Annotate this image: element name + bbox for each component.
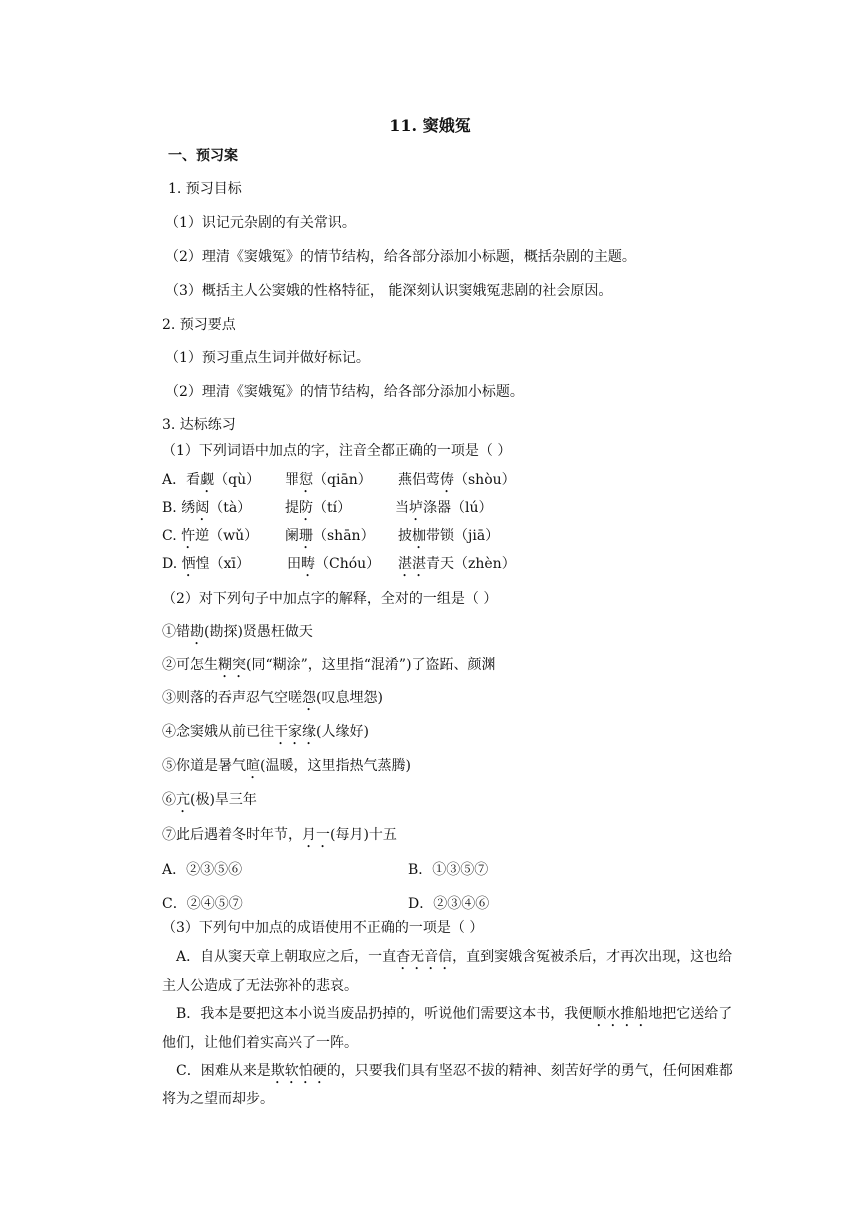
q2-option-a: A．②③⑤⑥	[162, 862, 243, 878]
q1-option-c	[162, 526, 258, 552]
q1-option-a-3	[398, 470, 516, 496]
text: 罪	[285, 472, 299, 488]
page-title: 11. 窦娥冤	[389, 116, 471, 135]
q1-option-c-3	[398, 526, 499, 552]
q3-option-b-line1	[176, 1004, 732, 1030]
text: 当	[395, 500, 409, 516]
text: B．我本是要把这本小说当废品扔掉的，听说他们需要这本书，我便	[176, 1006, 593, 1022]
text: 的，只要我们具有坚忍不拔的精神、刻苦好学的勇气，任何困难都	[326, 1063, 733, 1079]
question-2-stem: （2）对下列句子中加点字的解释，全对的一组是（ ）	[162, 591, 498, 607]
text: 提	[285, 500, 299, 516]
text: （tí）	[313, 500, 352, 516]
q2-item-7	[162, 825, 397, 851]
text: 燕侣莺	[398, 472, 440, 488]
text: 阑	[285, 528, 299, 544]
q1-option-d-2	[287, 554, 380, 580]
dotted-char: 湛	[412, 556, 426, 572]
q2-item-4	[162, 722, 369, 748]
goals-heading: 1. 预习目标	[168, 181, 242, 197]
goal-1: （1）识记元杂剧的有关常识。	[165, 215, 356, 231]
text: （tà）	[209, 500, 252, 516]
dotted-char: 忤	[181, 528, 196, 544]
q1-option-b-2	[285, 498, 351, 524]
goal-3: （3）概括主人公窦娥的性格特征， 能深刻认识窦娥冤悲剧的社会原因。	[165, 283, 613, 299]
text: ②可怎生	[162, 657, 218, 673]
dotted-char: 觑	[200, 472, 215, 488]
q1-option-a	[162, 470, 260, 496]
text: （Chóu）	[315, 556, 381, 572]
text: ，直到窦娥含冤被杀后，才再次出现，这也给	[452, 949, 733, 965]
point-2: （2）理清《窦娥冤》的情节结构，给各部分添加小标题。	[165, 384, 524, 400]
dotted-char: 枷	[412, 528, 426, 544]
text: C．困难从来是	[176, 1063, 271, 1079]
q1-option-a-2	[285, 470, 372, 496]
text: （shān）	[313, 528, 375, 544]
text: 披	[398, 528, 412, 544]
q3-option-a-line2: 主人公造成了无法弥补的悲哀。	[162, 978, 358, 994]
q1-option-b	[162, 498, 251, 524]
point-1: （1）预习重点生词并做好标记。	[165, 350, 370, 366]
dotted-char: 闼	[195, 500, 210, 516]
dotted-idiom: 顺水推船	[592, 1006, 649, 1022]
text: （shòu）	[454, 472, 516, 488]
text: 田	[287, 556, 301, 572]
dotted-char: 防	[299, 500, 313, 516]
practice-heading: 3. 达标练习	[162, 417, 236, 433]
q2-item-1	[162, 622, 313, 648]
text: ⑤你道是暑气	[162, 758, 246, 774]
dotted-char: 珊	[299, 528, 313, 544]
text: (人缘好)	[316, 724, 369, 740]
q3-option-a-line1	[176, 947, 732, 973]
text: 带锁（jiā）	[426, 528, 500, 544]
q2-option-d: D．②③④⑥	[408, 896, 490, 912]
q1-option-d-3	[398, 554, 516, 580]
dotted-char: 湛	[398, 556, 412, 572]
dotted-char: 糊突	[218, 657, 246, 673]
text: A．自从窦天章上朝取应之后，一直	[176, 949, 397, 965]
text: (温暖，这里指热气蒸腾)	[260, 758, 411, 774]
text: 青天（zhèn）	[426, 556, 516, 572]
text: D.	[162, 556, 182, 572]
q1-option-d	[162, 554, 250, 580]
dotted-char: 愆	[299, 472, 313, 488]
text: 涤器（lú）	[423, 500, 493, 516]
q3-option-c-line1	[176, 1061, 733, 1087]
dotted-char: 干家缘	[274, 724, 316, 740]
q2-item-2	[162, 655, 496, 681]
dotted-char: 垆	[409, 500, 423, 516]
q2-item-6	[162, 790, 257, 816]
section-heading-preview: 一、预习案	[168, 148, 238, 164]
dotted-char: 暄	[246, 758, 260, 774]
q3-option-b-line2: 他们，让他们着实高兴了一阵。	[162, 1035, 358, 1051]
text: (勘探)贤愚枉做天	[204, 624, 313, 640]
text: (叹息埋怨)	[316, 690, 383, 706]
text: 地把它送给了	[648, 1006, 733, 1022]
points-heading: 2. 预习要点	[162, 317, 236, 333]
text: ③则落的吞声忍气空嗟	[162, 690, 302, 706]
dotted-idiom: 杳无音信	[396, 949, 453, 965]
q1-option-c-2	[285, 526, 375, 552]
dotted-char: 怨	[302, 690, 316, 706]
text: （qiān）	[313, 472, 372, 488]
text: ①错	[162, 624, 190, 640]
goal-2: （2）理清《窦娥冤》的情节结构，给各部分添加小标题，概括杂剧的主题。	[165, 249, 636, 265]
text: (同“糊涂”，这里指“混淆”)了盗跖、颜渊	[246, 657, 496, 673]
dotted-char: 恓	[181, 556, 196, 572]
text: 逆（wǔ）	[195, 528, 259, 544]
dotted-char: 亢	[176, 792, 190, 808]
question-3-stem: （3）下列句中加点的成语使用不正确的一项是（ ）	[162, 920, 484, 936]
q1-option-b-3	[395, 498, 493, 524]
text: 惶（xī）	[195, 556, 251, 572]
text: ⑦此后遇着冬时年节，	[162, 827, 302, 843]
question-1-stem: （1）下列词语中加点的字，注音全都正确的一项是（ ）	[162, 443, 512, 459]
q2-option-b: B．①③⑤⑦	[408, 862, 489, 878]
dotted-char: 月一	[302, 827, 330, 843]
dotted-char: 俦	[440, 472, 454, 488]
text: ⑥	[162, 792, 176, 808]
text: （qù）	[214, 472, 261, 488]
q2-item-5	[162, 756, 411, 782]
q3-option-c-line2: 将为之望而却步。	[162, 1091, 274, 1107]
text: B. 绣	[162, 500, 196, 516]
q2-item-3	[162, 688, 383, 714]
dotted-char: 勘	[190, 624, 204, 640]
text: A．看	[162, 472, 201, 488]
dotted-char: 畴	[301, 556, 315, 572]
text: ④念窦娥从前已往	[162, 724, 274, 740]
text: (每月)十五	[330, 827, 397, 843]
text: C.	[162, 528, 182, 544]
text: (极)旱三年	[190, 792, 257, 808]
dotted-idiom: 欺软怕硬	[270, 1063, 327, 1079]
q2-option-c: C．②④⑤⑦	[162, 896, 243, 912]
